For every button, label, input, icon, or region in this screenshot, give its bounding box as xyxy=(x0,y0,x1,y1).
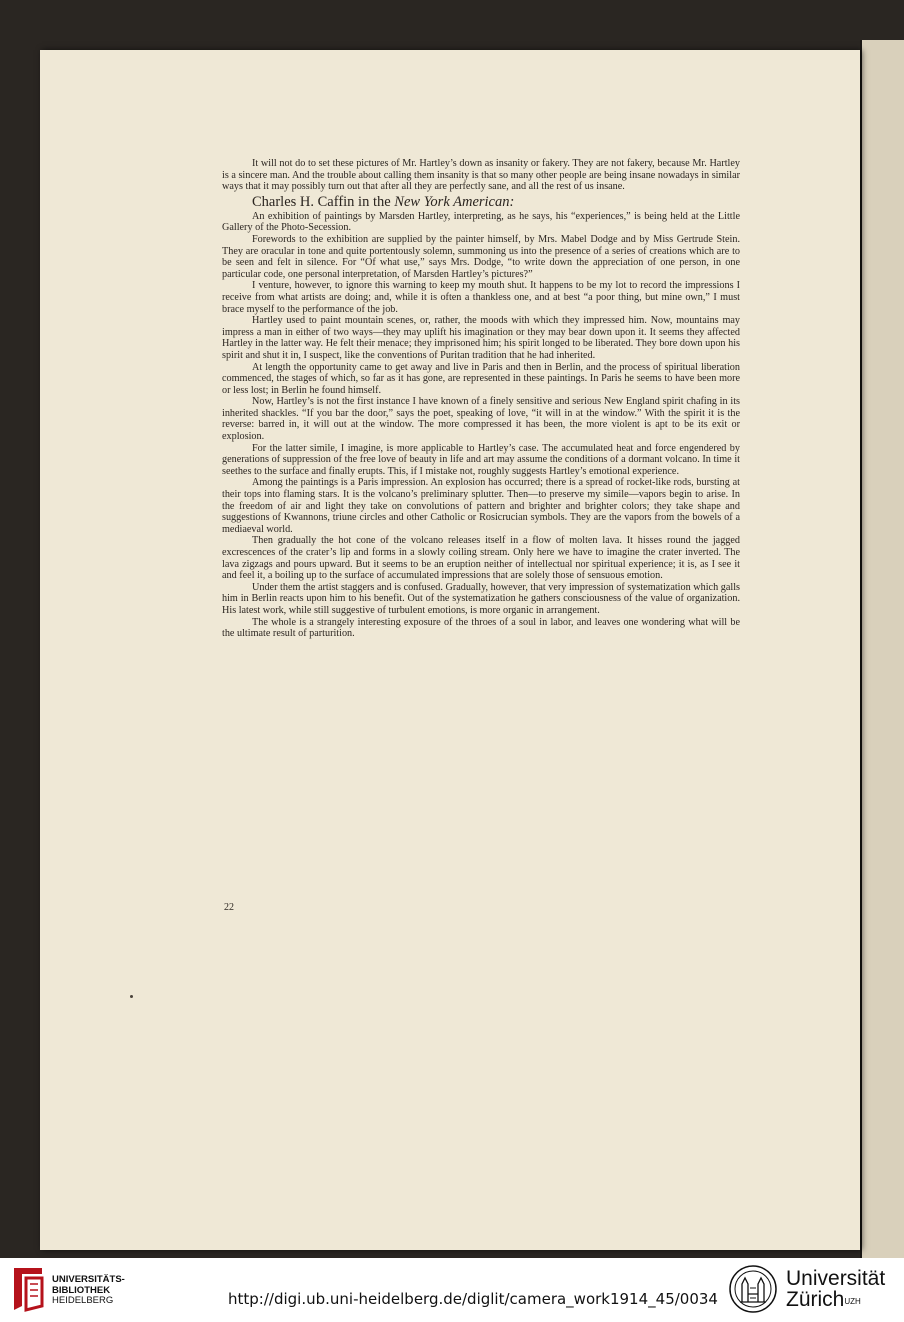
paragraph: I venture, however, to ignore this warning to keep my mouth shut. It happens to be my lot to record the impressions I receive from what artists are doing; and, while it is often a thankless one, and at best “a poor thing, but mine own,” I must brace myself to the performance of the job. xyxy=(222,280,740,315)
uzh-wordmark[interactable] xyxy=(786,1268,885,1310)
heidelberg-library-logo-icon[interactable] xyxy=(12,1266,44,1312)
paragraph: At length the opportunity came to get away and live in Paris and then in Berlin, and the process of spiritual liberation commenced, the stages of which, so far as it has gone, are represented in these paintings. In Paris he seems to have been more or less lost; in Berlin he found himself. xyxy=(222,361,740,396)
paragraph: The whole is a strangely interesting exposure of the throes of a soul in labor, and leaves one wondering what will be the ultimate result of parturition. xyxy=(222,616,740,640)
library-line-2: BIBLIOTHEK xyxy=(52,1284,111,1296)
paragraph: For the latter simile, I imagine, is more applicable to Hartley’s case. The accumulated heat and force engendered by generations of suppression of the free love of beauty in life and art may assume the conditions of a dormant volcano. In time it seethes to the surface and finally erupts. This, if I mistake not, roughly suggests Hartley’s emotional experience. xyxy=(222,442,740,477)
page-number: 22 xyxy=(224,902,234,913)
library-name[interactable] xyxy=(52,1275,125,1307)
heading-plain: Charles H. Caffin in the xyxy=(252,193,395,210)
paragraph: Forewords to the exhibition are supplied by the painter himself, by Mrs. Mabel Dodge and by Miss Gertrude Stein. They are oracular in tone and quite portentously solemn, summoning us into the presence of a series of creations which are to be seen and felt in silence. For “Of what use,” says Mrs. Dodge, “to write down the appreciation of one person, in one particular code, one personal interpretation, of Marsden Hartley’s pictures?” xyxy=(222,233,740,280)
library-line-3: HEIDELBERG xyxy=(52,1295,114,1306)
paragraph-intro: It will not do to set these pictures of Mr. Hartley’s down as insanity or fakery. They are not fakery, because Mr. Hartley is a sincere man. And the trouble about calling them insanity is that so many other people are being insane nowadays in similar ways that it may possibly turn out that after all they are perfectly sane, and all the rest of us insane. xyxy=(222,158,740,193)
source-url-link[interactable]: http://digi.ub.uni-heidelberg.de/diglit/camera_work1914_45/0034 xyxy=(228,1290,718,1308)
uzh-line-2: Zürich xyxy=(786,1288,845,1311)
paragraph: Under them the artist staggers and is confused. Gradually, however, that very impression of systematization which galls him in Berlin reacts upon him to his benefit. Out of the systematization he gathers consciousness of the value of organization. His latest work, while still suggestive of turbulent emotions, is more organic in arrangement. xyxy=(222,581,740,616)
paragraph: Then gradually the hot cone of the volcano releases itself in a flow of molten lava. It hisses round the jagged excrescences of the crater’s lip and forms in a slowly coiling stream. Only here we have to imagine the crater inverted. The lava zigzags and pours upward. But it seems to be an eruption neither of intellectual nor spiritual experience; it is, as I see it and feel it, a boiling up to the surface of accumulated impressions that are solely those of sensuous emotion. xyxy=(222,535,740,582)
footer-bar xyxy=(0,1258,904,1322)
paragraph: Among the paintings is a Paris impression. An explosion has occurred; there is a spread of rocket-like rods, bursting at their tops into flaming stars. It is the volcano’s preliminary splutter. Then—to preserve my simile—vapors begin to arise. In the freedom of air and light they take on convolutions of pattern and brighter and brighter colors; they take shape and suggestions of Kwannons, triune circles and other Catholic or Rosicrucian symbols. They are the vapors from the bowels of a mediaeval world. xyxy=(222,477,740,535)
article-text xyxy=(222,158,740,640)
paragraph: An exhibition of paintings by Marsden Hartley, interpreting, as he says, his “experiences,” is being held at the Little Gallery of the Photo-Secession. xyxy=(222,210,740,234)
paper-speck xyxy=(130,995,133,998)
uzh-superscript: UZH xyxy=(844,1297,861,1306)
paragraph: Hartley used to paint mountain scenes, or, rather, the moods with which they impressed him. Now, mountains may impress a man in either of two ways—they may uplift his imagination or they may bear down upon it. It seems they affected Hartley in the latter way. He felt their menace; they imprisoned him; his spirit longed to be liberated. They bore down upon his spirit and shut it in, I suspect, like the conventions of Puritan tradition that he had inherited. xyxy=(222,315,740,361)
heading-italic: New York American: xyxy=(394,193,515,210)
paragraph: Now, Hartley’s is not the first instance I have known of a finely sensitive and serious New England spirit chafing in its inherited shackles. “If you bar the door,” says the poet, speaking of love, “it will in at the window.” With the spirit it is the reverse: barred in, it will out at the window. The more compressed it has been, the more violent is apt to be its exit or explosion. xyxy=(222,396,740,443)
uzh-line-1: Universität xyxy=(786,1267,886,1290)
section-heading xyxy=(222,193,740,211)
adjacent-page-edge xyxy=(860,40,904,1258)
library-line-1: UNIVERSITÄTS- xyxy=(52,1274,125,1285)
uzh-seal-icon[interactable] xyxy=(728,1264,778,1314)
